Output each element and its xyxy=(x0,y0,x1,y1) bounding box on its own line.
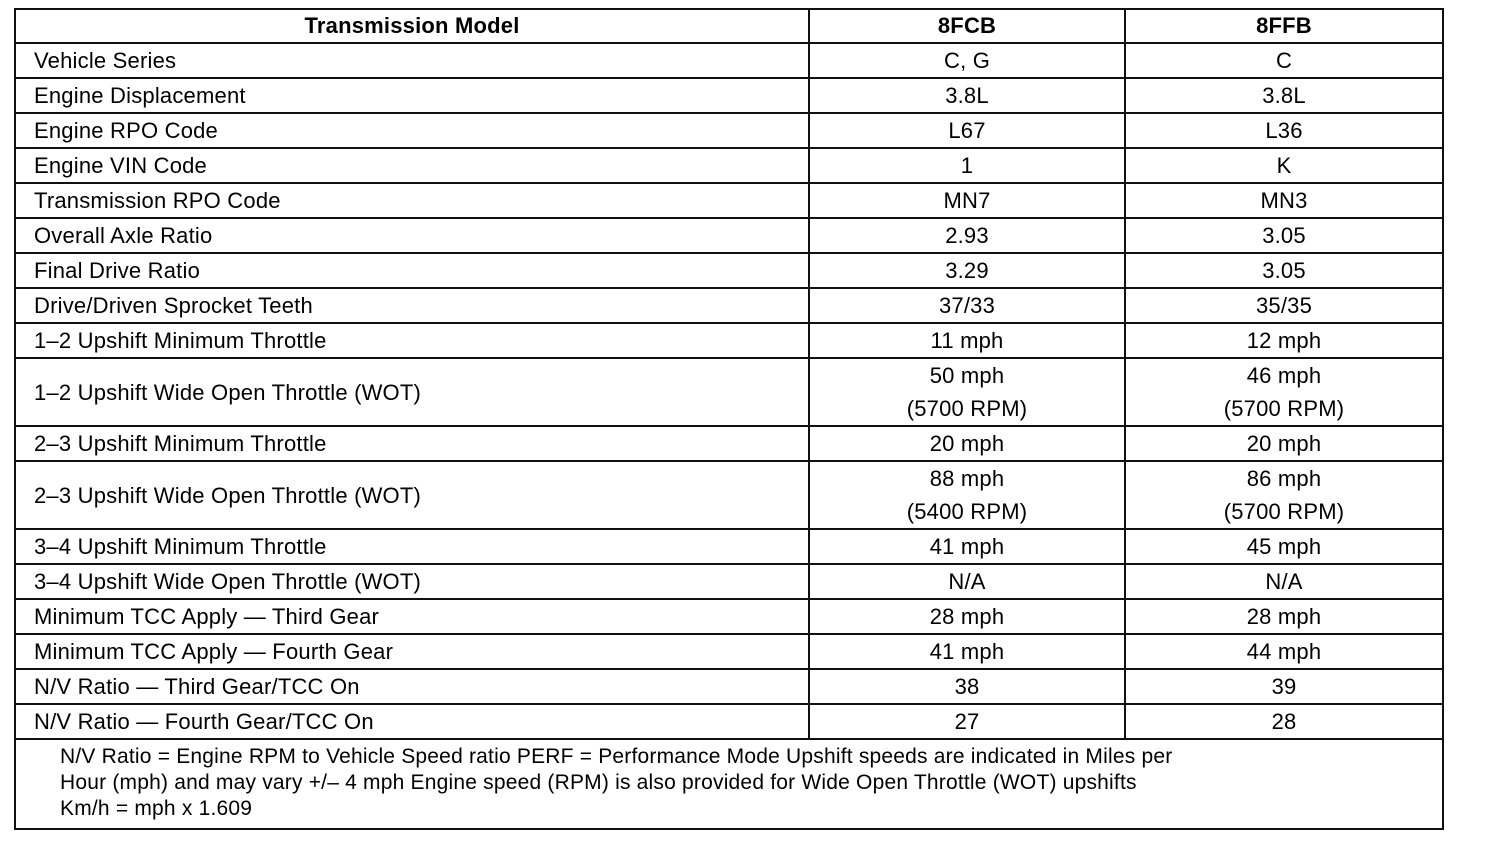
row-label: Engine RPO Code xyxy=(15,113,809,148)
row-value-a: 41 mph xyxy=(809,529,1125,564)
row-label: 1–2 Upshift Wide Open Throttle (WOT) xyxy=(15,358,809,426)
row-value-a: 41 mph xyxy=(809,634,1125,669)
table-row xyxy=(15,183,1443,218)
header-label-column: Transmission Model xyxy=(15,9,809,43)
row-value-b: 45 mph xyxy=(1125,529,1443,564)
table-row xyxy=(15,461,1443,529)
row-label: Overall Axle Ratio xyxy=(15,218,809,253)
table-footnote xyxy=(15,739,1443,829)
row-value-b: N/A xyxy=(1125,564,1443,599)
table-row xyxy=(15,43,1443,78)
row-value-a-speed: 50 mph xyxy=(929,363,1005,388)
header-model-a: 8FCB xyxy=(809,9,1125,43)
table-row xyxy=(15,323,1443,358)
table-row xyxy=(15,78,1443,113)
transmission-spec-table xyxy=(14,8,1444,830)
row-value-b: 3.8L xyxy=(1125,78,1443,113)
row-value-a: 3.8L xyxy=(809,78,1125,113)
table-row xyxy=(15,704,1443,739)
notes-row xyxy=(15,739,1443,829)
row-value-b: K xyxy=(1125,148,1443,183)
table-row xyxy=(15,529,1443,564)
table-row xyxy=(15,148,1443,183)
row-value-b: L36 xyxy=(1125,113,1443,148)
row-value-a: N/A xyxy=(809,564,1125,599)
row-label: 3–4 Upshift Wide Open Throttle (WOT) xyxy=(15,564,809,599)
row-value-b-rpm: (5700 RPM) xyxy=(1223,499,1345,524)
footnote-line: N/V Ratio = Engine RPM to Vehicle Speed ratio PERF = Performance Mode Upshift speeds are indicated in Miles per xyxy=(60,745,1173,768)
row-value-b-rpm: (5700 RPM) xyxy=(1223,396,1345,421)
row-value-a: 20 mph xyxy=(809,426,1125,461)
row-label: Vehicle Series xyxy=(15,43,809,78)
table-row xyxy=(15,218,1443,253)
row-value-a: 1 xyxy=(809,148,1125,183)
row-value-b xyxy=(1125,461,1443,529)
row-value-a: C, G xyxy=(809,43,1125,78)
row-value-b: 3.05 xyxy=(1125,218,1443,253)
table-row xyxy=(15,113,1443,148)
row-value-a: 11 mph xyxy=(809,323,1125,358)
table-row xyxy=(15,253,1443,288)
row-value-b: 12 mph xyxy=(1125,323,1443,358)
header-model-b: 8FFB xyxy=(1125,9,1443,43)
table-row xyxy=(15,426,1443,461)
row-value-b xyxy=(1125,358,1443,426)
row-value-a: L67 xyxy=(809,113,1125,148)
table-row xyxy=(15,358,1443,426)
row-value-a: 2.93 xyxy=(809,218,1125,253)
row-label: N/V Ratio — Fourth Gear/TCC On xyxy=(15,704,809,739)
row-label: Drive/Driven Sprocket Teeth xyxy=(15,288,809,323)
row-value-b: 28 xyxy=(1125,704,1443,739)
row-value-a-speed: 88 mph xyxy=(929,466,1005,491)
row-value-b: 3.05 xyxy=(1125,253,1443,288)
row-value-b-speed: 86 mph xyxy=(1246,466,1322,491)
row-value-a-rpm: (5700 RPM) xyxy=(906,396,1028,421)
table-row xyxy=(15,288,1443,323)
row-value-a xyxy=(809,358,1125,426)
row-label: Minimum TCC Apply — Third Gear xyxy=(15,599,809,634)
row-value-b: 28 mph xyxy=(1125,599,1443,634)
row-value-b: MN3 xyxy=(1125,183,1443,218)
row-label: Engine Displacement xyxy=(15,78,809,113)
row-label: 3–4 Upshift Minimum Throttle xyxy=(15,529,809,564)
row-label: 2–3 Upshift Minimum Throttle xyxy=(15,426,809,461)
row-value-a: 38 xyxy=(809,669,1125,704)
footnote-line: Hour (mph) and may vary +/– 4 mph Engine speed (RPM) is also provided for Wide Open Throttle (WOT) upshifts xyxy=(60,771,1137,794)
spec-sheet xyxy=(14,8,1442,830)
row-value-a: MN7 xyxy=(809,183,1125,218)
row-value-a: 37/33 xyxy=(809,288,1125,323)
row-label: N/V Ratio — Third Gear/TCC On xyxy=(15,669,809,704)
row-value-a xyxy=(809,461,1125,529)
table-row xyxy=(15,599,1443,634)
footnote-line: Km/h = mph x 1.609 xyxy=(60,797,253,820)
row-value-a: 28 mph xyxy=(809,599,1125,634)
header-row xyxy=(15,9,1443,43)
row-value-b: 44 mph xyxy=(1125,634,1443,669)
row-value-b: 20 mph xyxy=(1125,426,1443,461)
row-value-a-rpm: (5400 RPM) xyxy=(906,499,1028,524)
table-row xyxy=(15,634,1443,669)
row-label: Engine VIN Code xyxy=(15,148,809,183)
row-value-a: 3.29 xyxy=(809,253,1125,288)
row-label: 2–3 Upshift Wide Open Throttle (WOT) xyxy=(15,461,809,529)
row-value-a: 27 xyxy=(809,704,1125,739)
row-value-b: 39 xyxy=(1125,669,1443,704)
row-label: Minimum TCC Apply — Fourth Gear xyxy=(15,634,809,669)
table-row xyxy=(15,669,1443,704)
row-label: Transmission RPO Code xyxy=(15,183,809,218)
row-value-b: C xyxy=(1125,43,1443,78)
table-row xyxy=(15,564,1443,599)
row-label: Final Drive Ratio xyxy=(15,253,809,288)
row-value-b: 35/35 xyxy=(1125,288,1443,323)
row-label: 1–2 Upshift Minimum Throttle xyxy=(15,323,809,358)
row-value-b-speed: 46 mph xyxy=(1246,363,1322,388)
